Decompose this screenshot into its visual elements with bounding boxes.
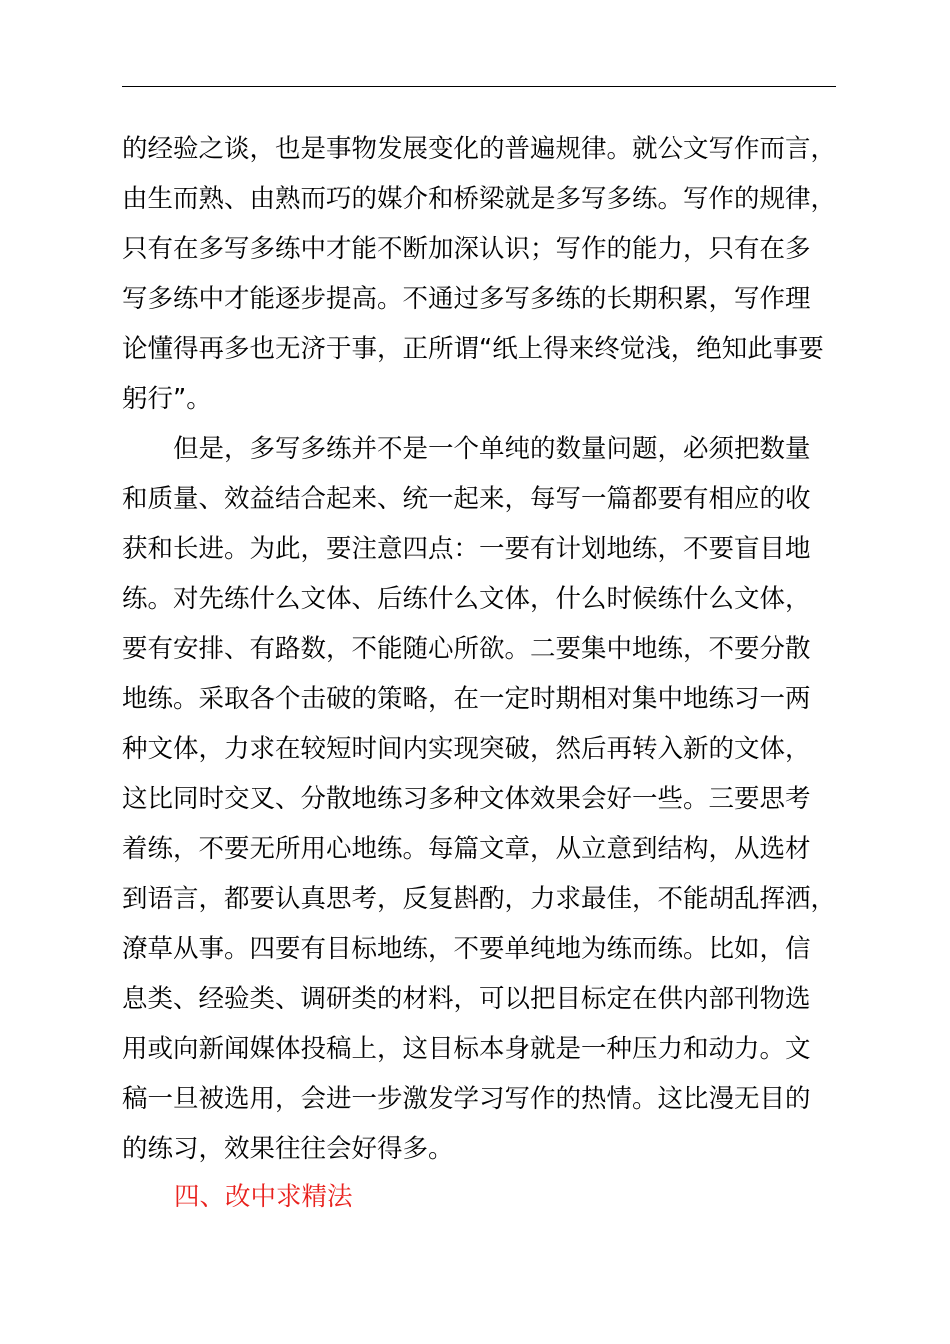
text-line: 着练，不要无所用心地练。每篇文章，从立意到结构，从选材 (122, 834, 811, 864)
text-line: 要有安排、有路数，不能随心所欲。二要集中地练，不要分散 (122, 634, 811, 664)
body-text (122, 124, 862, 1174)
text-line: 练。对先练什么文体、后练什么文体，什么时候练什么文体， (122, 584, 811, 614)
text-line: 但是，多写多练并不是一个单纯的数量问题，必须把数量 (122, 434, 811, 464)
text-line: 和质量、效益结合起来、统一起来，每写一篇都要有相应的收 (122, 484, 811, 514)
text-line: 躬行”。 (122, 384, 212, 414)
text-line: 只有在多写多练中才能不断加深认识；写作的能力，只有在多 (122, 234, 811, 264)
text-line: 到语言，都要认真思考，反复斟酌，力求最佳，不能胡乱挥洒， (122, 884, 837, 914)
section-heading: 四、改中求精法 (174, 1182, 353, 1212)
text-line: 论懂得再多也无济于事，正所谓“纸上得来终觉浅，绝知此事要 (122, 334, 824, 364)
text-line: 这比同时交叉、分散地练习多种文体效果会好一些。三要思考 (122, 784, 811, 814)
text-line: 写多练中才能逐步提高。不通过多写多练的长期积累，写作理 (122, 284, 811, 314)
text-line: 用或向新闻媒体投稿上，这目标本身就是一种压力和动力。文 (122, 1034, 811, 1064)
text-line: 息类、经验类、调研类的材料，可以把目标定在供内部刊物选 (122, 984, 811, 1014)
text-line: 潦草从事。四要有目标地练，不要单纯地为练而练。比如，信 (122, 934, 811, 964)
text-line: 的经验之谈，也是事物发展变化的普遍规律。就公文写作而言， (122, 134, 837, 164)
text-line: 种文体，力求在较短时间内实现突破，然后再转入新的文体， (122, 734, 811, 764)
header-rule (122, 86, 836, 87)
text-line: 获和长进。为此，要注意四点：一要有计划地练，不要盲目地 (122, 534, 811, 564)
text-line: 地练。采取各个击破的策略，在一定时期相对集中地练习一两 (122, 684, 811, 714)
text-line: 由生而熟、由熟而巧的媒介和桥梁就是多写多练。写作的规律， (122, 184, 837, 214)
text-line: 的练习，效果往往会好得多。 (122, 1134, 454, 1164)
text-line: 稿一旦被选用，会进一步激发学习写作的热情。这比漫无目的 (122, 1084, 811, 1114)
